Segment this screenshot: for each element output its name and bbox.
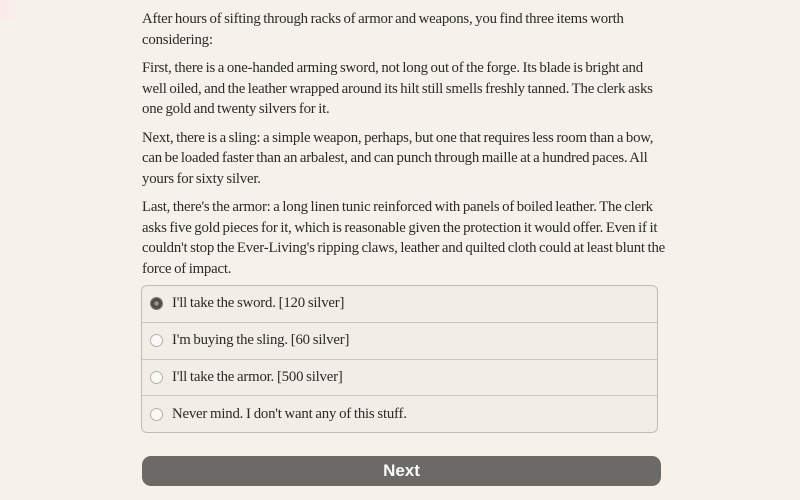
choice-label-armor: I'll take the armor. [500 silver]	[172, 368, 343, 385]
story-paragraph-sling: Next, there is a sling: a simple weapon, perhaps, but one that requires less room than a bow, can be loaded faster than an arbalest, and can punch through maille at a hundred paces. All yours for sixty silver.	[142, 129, 654, 187]
choice-row-sling[interactable]	[142, 322, 657, 359]
story-paragraph-intro: After hours of sifting through racks of armor and weapons, you find three items worth considering:	[142, 11, 624, 48]
next-button[interactable]: Next	[142, 456, 661, 486]
choice-label-never-mind: Never mind. I don't want any of this stuff.	[172, 405, 407, 422]
choice-radio-2[interactable]	[150, 334, 163, 347]
choice-row-armor[interactable]	[142, 359, 657, 396]
choice-row-never-mind[interactable]	[142, 395, 657, 432]
choice-list	[141, 285, 658, 433]
choice-radio-4[interactable]	[150, 408, 163, 421]
choice-row-sword[interactable]	[142, 286, 657, 322]
choice-label-sword: I'll take the sword. [120 silver]	[172, 295, 345, 312]
story-paragraph-sword: First, there is a one-handed arming sword, not long out of the forge. Its blade is bright and well oiled, and the leather wrapped around its hilt still smells freshly tanned. The clerk asks one gold and twenty silvers for it.	[142, 60, 653, 117]
choice-radio-1[interactable]	[150, 297, 163, 310]
corner-artifact	[0, 0, 15, 18]
choice-label-sling: I'm buying the sling. [60 silver]	[172, 332, 350, 349]
story-text	[142, 9, 666, 287]
story-paragraph-armor: Last, there's the armor: a long linen tunic reinforced with panels of boiled leather. The clerk asks five gold pieces for it, which is reasonable given the protection it would offer. Even if it couldn't stop the Ever-Living's ripping claws, leather and quilted cloth could at least blunt the force of impact.	[142, 199, 666, 277]
choice-radio-3[interactable]	[150, 371, 163, 384]
